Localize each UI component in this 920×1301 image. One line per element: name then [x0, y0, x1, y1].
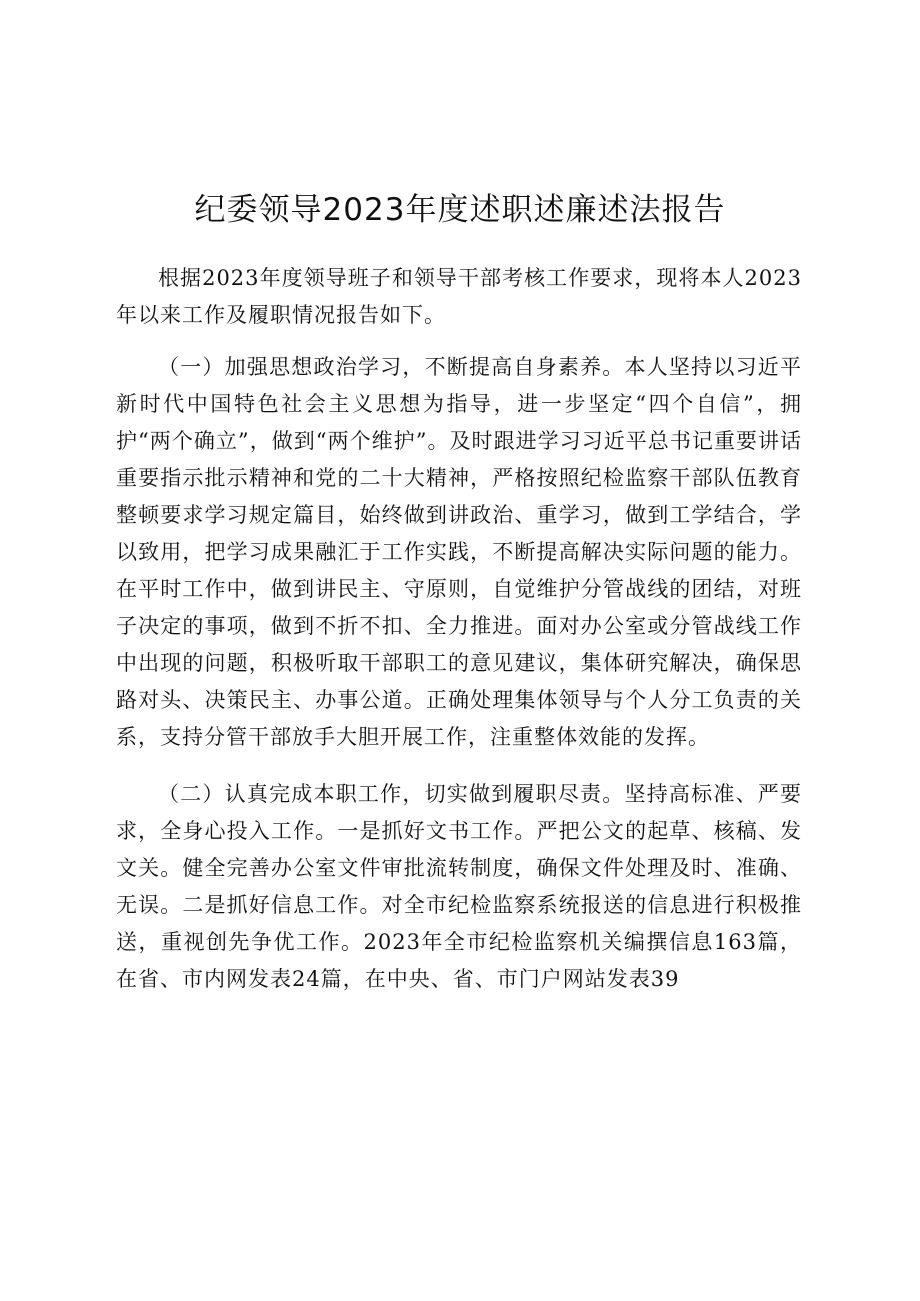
paragraph-political-study: （一）加强思想政治学习，不断提高自身素养。本人坚持以习近平新时代中国特色社会主义思想为指导，进一步坚定“四个自信”，拥护“两个确立”，做到“两个维护”。及时跟进学习习近平总书记重要讲话重要指示批示精神和党的二十大精神，严格按照纪检监察干部队伍教育整顿要求学习规定篇目，始终做到讲政治、重学习，做到工学结合，学以致用，把学习成果融汇于工作实践，不断提高解决实际问题的能力。在平时工作中，做到讲民主、守原则，自觉维护分管战线的团结，对班子决定的事项，做到不折不扣、全力推进。面对办公室或分管战线工作中出现的问题，积极听取干部职工的意见建议，集体研究解决，确保思路对头、决策民主、办事公道。正确处理集体领导与个人分工负责的关系，支持分管干部放手大胆开展工作，注重整体效能的发挥。 — [116, 355, 802, 749]
document-body — [116, 260, 802, 998]
paragraph-intro: 根据2023年度领导班子和领导干部考核工作要求，现将本人2023年以来工作及履职情况报告如下。 — [116, 266, 802, 327]
document-title: 纪委领导2023年度述职述廉述法报告 — [194, 192, 726, 228]
paragraph-duties: （二）认真完成本职工作，切实做到履职尽责。坚持高标准、严要求，全身心投入工作。一是抓好文书工作。严把公文的起草、核稿、发文关。健全完善办公室文件审批流转制度，确保文件处理及时、准确、无误。二是抓好信息工作。对全市纪检监察系统报送的信息进行积极推送，重视创先争优工作。2023年全市纪检监察机关编撰信息163篇，在省、市内网发表24篇，在中央、省、市门户网站发表39 — [116, 782, 802, 991]
